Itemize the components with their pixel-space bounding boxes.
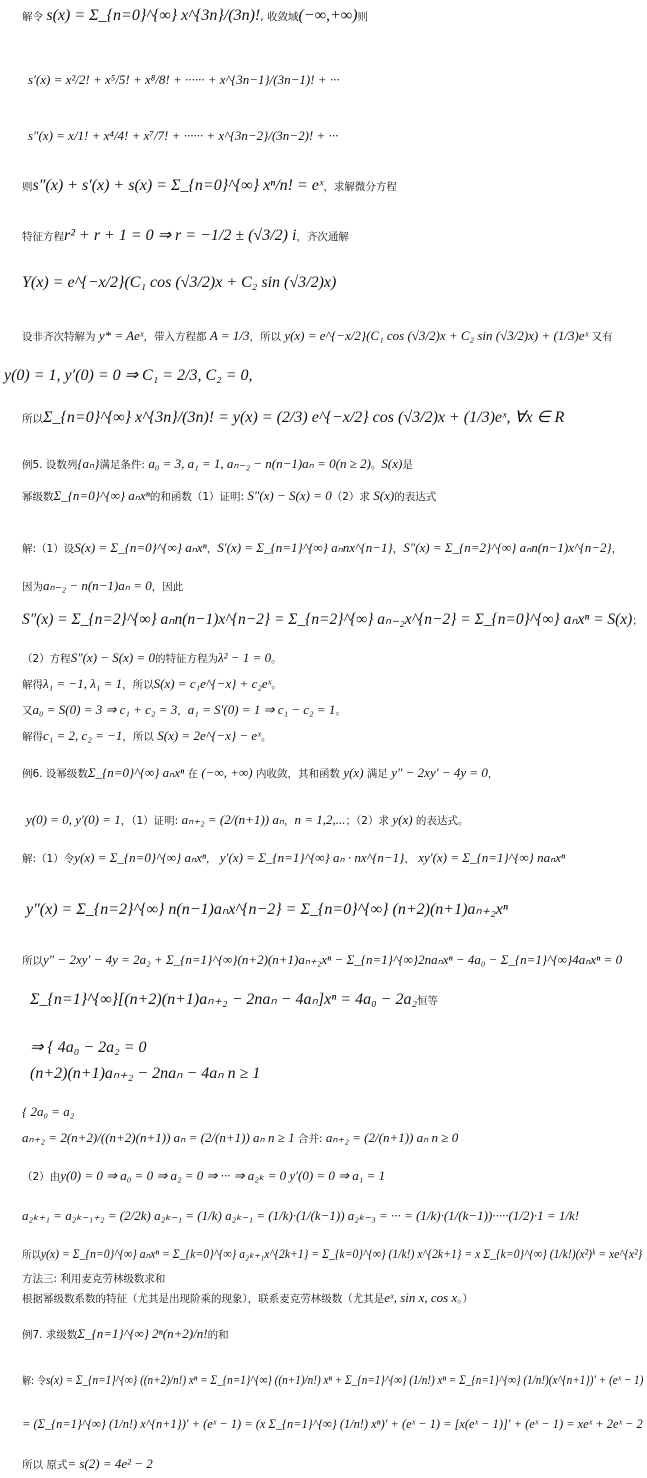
line [22,456,413,472]
line [22,1208,579,1224]
math-expression: a₀ = S(0) = 3 ⇒ c₁ + c₂ = 3 [32,702,178,717]
math-expression: n = 1,2,... [294,812,346,827]
math-expression: S″(x) = Σ_{n=2}^{∞} aₙn(n−1)x^{n−2} [403,540,612,555]
math-expression: r² + r + 1 = 0 ⇒ r = −1/2 ± (√3/2) i [64,227,297,244]
math-expression: y′(x) = Σ_{n=1}^{∞} aₙ · nx^{n−1} [219,850,405,865]
text-segment: 因为 [22,581,43,593]
math-expression: S″(x) − S(x) = 0 [70,650,156,665]
text-segment: ，所以 [249,331,285,343]
line [22,1246,642,1262]
text-segment: ，带入方程都 [143,331,210,343]
text-segment: 满足 [363,768,392,780]
line [22,612,642,628]
math-expression: y″(x) = Σ_{n=2}^{∞} n(n−1)aₙx^{n−2} = Σ_{n=0}^{∞} (n+2)(n+1)aₙ₊₂xⁿ [26,901,508,918]
text-segment: 解:（1）设 [22,543,75,555]
line [22,952,622,968]
math-expression: Σ_{n=1}^{∞} 2ⁿ(n+2)/n! [77,1326,208,1341]
text-segment: 解令 [22,11,47,23]
line [22,1290,473,1306]
math-expression: (−∞,+∞) [298,7,358,24]
line [26,812,468,828]
text-segment: 的表达式 [394,491,437,503]
math-expression: Σ_{n=0}^{∞} aₙxⁿ [87,765,185,780]
line [22,1456,153,1472]
math-expression: = s(2) = 4e² − 2 [67,1456,153,1471]
math-expression: S(x) = Σ_{n=0}^{∞} aₙxⁿ [74,540,207,555]
text-segment: 解得 [22,731,43,743]
text-segment: ， [206,543,218,555]
line [30,1040,147,1056]
math-expression: S(x) = c₁e^{−x} + c₂eˣ [153,676,272,691]
math-expression: (n+2)(n+1)aₙ₊₂ − 2naₙ − 4aₙ n ≥ 1 [30,1065,261,1082]
text-segment: ， [206,853,220,865]
text-segment: 。 [271,653,282,665]
line [22,275,336,291]
text-segment: 例7. 求级数 [22,1329,78,1341]
text-segment: ，（1）证明: [120,815,182,827]
text-segment: ；（2）求 [345,815,393,827]
text-segment: 则 [22,181,33,193]
text-segment: 合并: [294,1133,326,1145]
line [28,128,338,144]
line [30,1066,260,1082]
line [22,1168,385,1184]
line [22,702,346,718]
math-expression: y* = Aeˣ [98,328,144,343]
math-expression: Y(x) = e^{−x/2}(C₁ cos (√3/2)x + C₂ sin (√3/2)x) [22,274,337,291]
math-expression: aₙ₊₂ = 2(n+2)/((n+2)(n+1)) aₙ = (2/(n+1)) aₙ n ≥ 1 [22,1130,295,1145]
text-segment: 。 [271,679,282,691]
math-expression: y(x) = Σ_{n=0}^{∞} aₙxⁿ [74,850,207,865]
math-expression: Σ_{n=0}^{∞} x^{3n}/(3n)! = y(x) = (2/3) e^{−x/2} cos (√3/2)x + (1/3)eˣ, ∀x ∈ R [43,409,565,426]
text-segment: 的和函数（1）证明: [149,491,248,503]
text-segment: 特征方程 [22,231,64,243]
math-expression: { 2a₀ = a₂ [22,1104,75,1119]
line [4,368,253,384]
math-expression: xy′(x) = Σ_{n=1}^{∞} naₙxⁿ [418,850,566,865]
math-expression: = (Σ_{n=1}^{∞} (1/n!) x^{n+1})′ + (eˣ − 1) = (x Σ_{n=1}^{∞} (1/n!) xⁿ)′ + (eˣ − 1) = [x(eˣ − 1)]′ + (eˣ − 1) = xeˣ + 2eˣ − 2 [22,1416,643,1431]
text-segment: 。） [457,1293,473,1305]
line [22,676,282,692]
text-segment: ， [177,705,188,717]
line [22,1270,165,1286]
text-segment: 方法三: 利用麦克劳林级数求和 [22,1273,166,1285]
math-expression: a₁ = S′(0) = 1 ⇒ c₁ − c₂ = 1 [187,702,336,717]
math-expression: a₀ = 3, a₁ = 1, aₙ₋₂ − n(n−1)aₙ = 0(n ≥ 2) [148,456,371,471]
math-expression: a₂ₖ₊₁ = a₂ₖ₋₁₊₂ = (2/2k) a₂ₖ₋₁ = (1/k) a₂ₖ₋₁ = (1/k)·(1/(k−1)) a₂ₖ₋₃ = ··· = (1/k)·(1/(k−1))·····(1/2)·1 = 1/k! [22,1208,580,1223]
line [22,1372,643,1388]
text-segment: 所以 [22,955,43,967]
text-segment: , 收敛域 [260,11,299,23]
line [22,328,613,344]
math-expression: S(x) [373,488,395,503]
line [28,72,340,88]
text-segment: （2）由 [22,1171,61,1183]
text-segment: 又有 [588,331,613,343]
text-segment: 所以 原式 [22,1459,68,1471]
text-segment: ， [404,853,419,865]
line [22,1104,74,1120]
math-expression: s(x) = Σ_{n=0}^{∞} x^{3n}/(3n)! [46,7,261,24]
line [22,765,498,781]
math-expression: Σ_{n=1}^{∞}[(n+2)(n+1)aₙ₊₂ − 2naₙ − 4aₙ]xⁿ = 4a₀ − 2a₂ [30,991,417,1008]
line [22,178,397,194]
math-expression: S″(x) = Σ_{n=2}^{∞} aₙn(n−1)x^{n−2} = Σ_{n=2}^{∞} aₙ₋₂x^{n−2} = Σ_{n=0}^{∞} aₙxⁿ = S(x) [22,611,633,628]
text-segment: ， [284,815,295,827]
text-segment: 则 [357,11,369,23]
text-segment: 根据幂级数系数的特征（尤其是出现阶乘的现象），联系麦克劳林级数（尤其是 [22,1293,385,1305]
text-segment: ，所以 [122,731,158,743]
math-expression: y(x) [343,765,364,780]
line [26,902,508,918]
text-segment: 。 [260,731,272,743]
text-segment: 。 [370,459,382,471]
text-segment: 内收敛，其和函数 [252,768,344,780]
math-expression: y″ − 2xy′ − 4y = 2a₂ + Σ_{n=1}^{∞}(n+2)(n+1)aₙ₊₂xⁿ − Σ_{n=1}^{∞}2naₙxⁿ − 4a₀ − Σ_{n=1}^{∞}4aₙxⁿ = 0 [43,952,623,967]
math-expression: y(0) = 0 ⇒ a₀ = 0 ⇒ a₂ = 0 ⇒ ··· ⇒ a₂ₖ = 0 y′(0) = 0 ⇒ a₁ = 1 [60,1168,386,1183]
math-expression: y(x) = e^{−x/2}(C₁ cos (√3/2)x + C₂ sin (√3/2)x) + (1/3)eˣ [284,328,589,343]
math-expression: y(x) = Σ_{n=0}^{∞} aₙxⁿ = Σ_{k=0}^{∞} a₂ₖ₊₁x^{2k+1} = Σ_{k=0}^{∞} (1/k!) x^{2k+1} = x Σ_{k=0}^{∞} (1/k!)(x²)ᵏ = xe^{x²} [40,1246,643,1261]
math-expression: {aₙ} [77,456,100,471]
math-expression: s(x) = Σ_{n=1}^{∞} ((n+2)/n!) xⁿ = Σ_{n=1}^{∞} ((n+1)/n!) xⁿ + Σ_{n=1}^{∞} (1/n!) xⁿ = Σ_{n=1}^{∞} (1/n!)(x^{n+1})′ + (eˣ − 1) [45,1372,644,1387]
math-expression: A = 1/3 [209,328,250,343]
math-expression: S(x) [381,456,403,471]
text-segment: 例6. 设幂级数 [22,768,88,780]
text-segment: ，齐次通解 [296,231,349,243]
text-segment: 的表达式。 [412,815,469,827]
math-expression: s″(x) + s′(x) + s(x) = Σ_{n=0}^{∞} xⁿ/n! = eˣ [32,177,324,194]
text-segment: （2）求 [331,491,374,503]
math-expression: S′(x) = Σ_{n=1}^{∞} aₙnx^{n−1} [217,540,393,555]
math-expression: y″ − 2xy′ − 4y = 0 [391,765,488,780]
text-segment: ，所以 [122,679,154,691]
line [22,410,564,426]
line [22,728,271,744]
text-segment: 解:（1）令 [22,853,75,865]
math-expression: y(x) [392,812,413,827]
line [22,650,282,666]
text-segment: ； [632,615,643,627]
math-expression: y(0) = 0, y′(0) = 1 [26,812,121,827]
line [22,1326,229,1342]
line [22,540,622,556]
math-expression: (−∞, +∞) [201,765,253,780]
math-expression: S(x) = 2e^{−x} − eˣ [157,728,261,743]
text-segment: ，求解微分方程 [323,181,397,193]
text-segment: 在 [184,768,202,780]
text-segment: ， [611,543,623,555]
text-segment: 解: 令 [22,1375,46,1387]
math-expression: λ₁ = −1, λ₁ = 1 [43,676,123,691]
text-segment: （2）方程 [22,653,71,665]
text-segment: 满足条件: [99,459,149,471]
text-segment: 的和 [207,1329,229,1341]
text-segment: 解得 [22,679,43,691]
text-segment: 设非齐次特解为 [22,331,99,343]
math-expression: c₁ = 2, c₂ = −1 [43,728,123,743]
math-expression: ⇒ { 4a₀ − 2a₂ = 0 [30,1039,147,1056]
text-segment: 的特征方程为 [155,653,219,665]
line [22,1130,458,1146]
text-segment: ， [392,543,404,555]
text-segment: 。 [335,705,346,717]
text-segment: ，因此 [151,581,184,593]
math-expression: aₙ₊₂ = (2/(n+1)) aₙ n ≥ 0 [325,1130,459,1145]
math-expression: s′(x) = x²/2! + x⁵/5! + x⁸/8! + ······ + x^{3n−1}/(3n−1)! + ··· [28,72,340,87]
math-expression: eˣ, sin x, cos x [384,1290,458,1305]
line [22,488,436,504]
text-segment: 是 [402,459,413,471]
text-segment: 所以 [22,1249,41,1261]
math-expression: Σ_{n=0}^{∞} aₙxⁿ [53,488,150,503]
line [22,1416,643,1432]
line [22,228,349,244]
math-expression: y(0) = 1, y′(0) = 0 ⇒ C₁ = 2/3, C₂ = 0, [4,367,253,384]
math-expression: s″(x) = x/1! + x⁴/4! + x⁷/7! + ······ + x^{3n−2}/(3n−2)! + ··· [28,128,339,143]
math-expression: S″(x) − S(x) = 0 [247,488,332,503]
math-expression: λ² − 1 = 0 [218,650,272,665]
text-segment: 幂级数 [22,491,54,503]
text-segment: 所以 [22,413,43,425]
line [22,850,565,866]
text-segment: 恒等 [417,995,438,1007]
text-segment: ， [487,768,499,780]
line [22,8,368,24]
math-expression: aₙ₋₂ − n(n−1)aₙ = 0 [43,578,152,593]
text-segment: 例5. 设数列 [22,459,78,471]
line [22,578,183,594]
line [30,992,438,1008]
text-segment: 又 [22,705,33,717]
math-expression: aₙ₊₂ = (2/(n+1)) aₙ [181,812,285,827]
